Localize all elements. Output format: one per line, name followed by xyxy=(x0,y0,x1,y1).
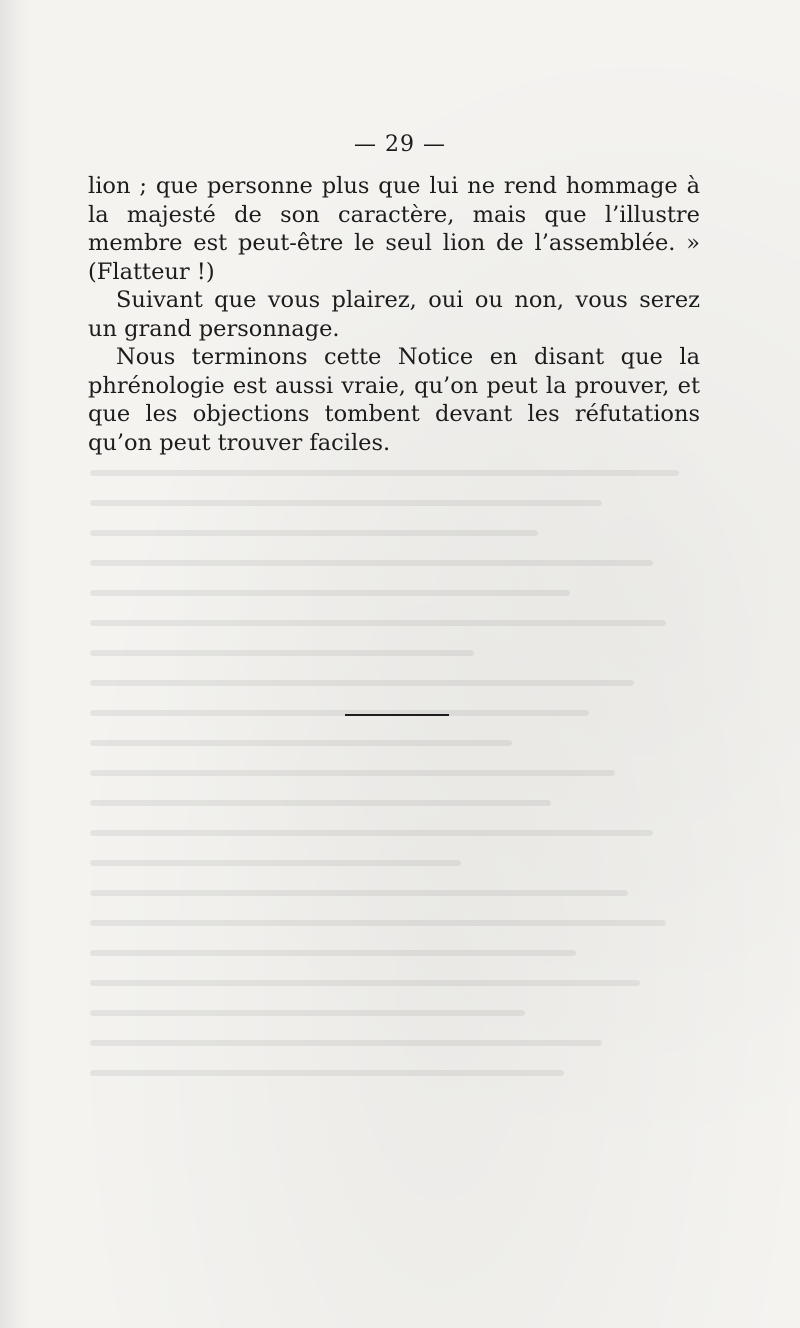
paragraph-continuation: lion ; que personne plus que lui ne rend hommage à la majesté de son caractère, mais que l’illustre membre est peut-être le seul lion de l’assemblée. » (Flatteur !) xyxy=(88,173,700,285)
paragraph: Suivant que vous plairez, oui ou non, vous serez un grand personnage. xyxy=(88,287,700,342)
paragraph: Nous terminons cette Notice en disant que la phrénologie est aussi vraie, qu’on peut la prouver, et que les objections tombent devant les réfutations qu’on peut trouver faciles. xyxy=(88,344,700,456)
page-number: — 29 — xyxy=(354,132,446,157)
bleed-through-texture xyxy=(90,470,730,1230)
body-text xyxy=(88,172,700,457)
section-divider xyxy=(345,714,449,716)
